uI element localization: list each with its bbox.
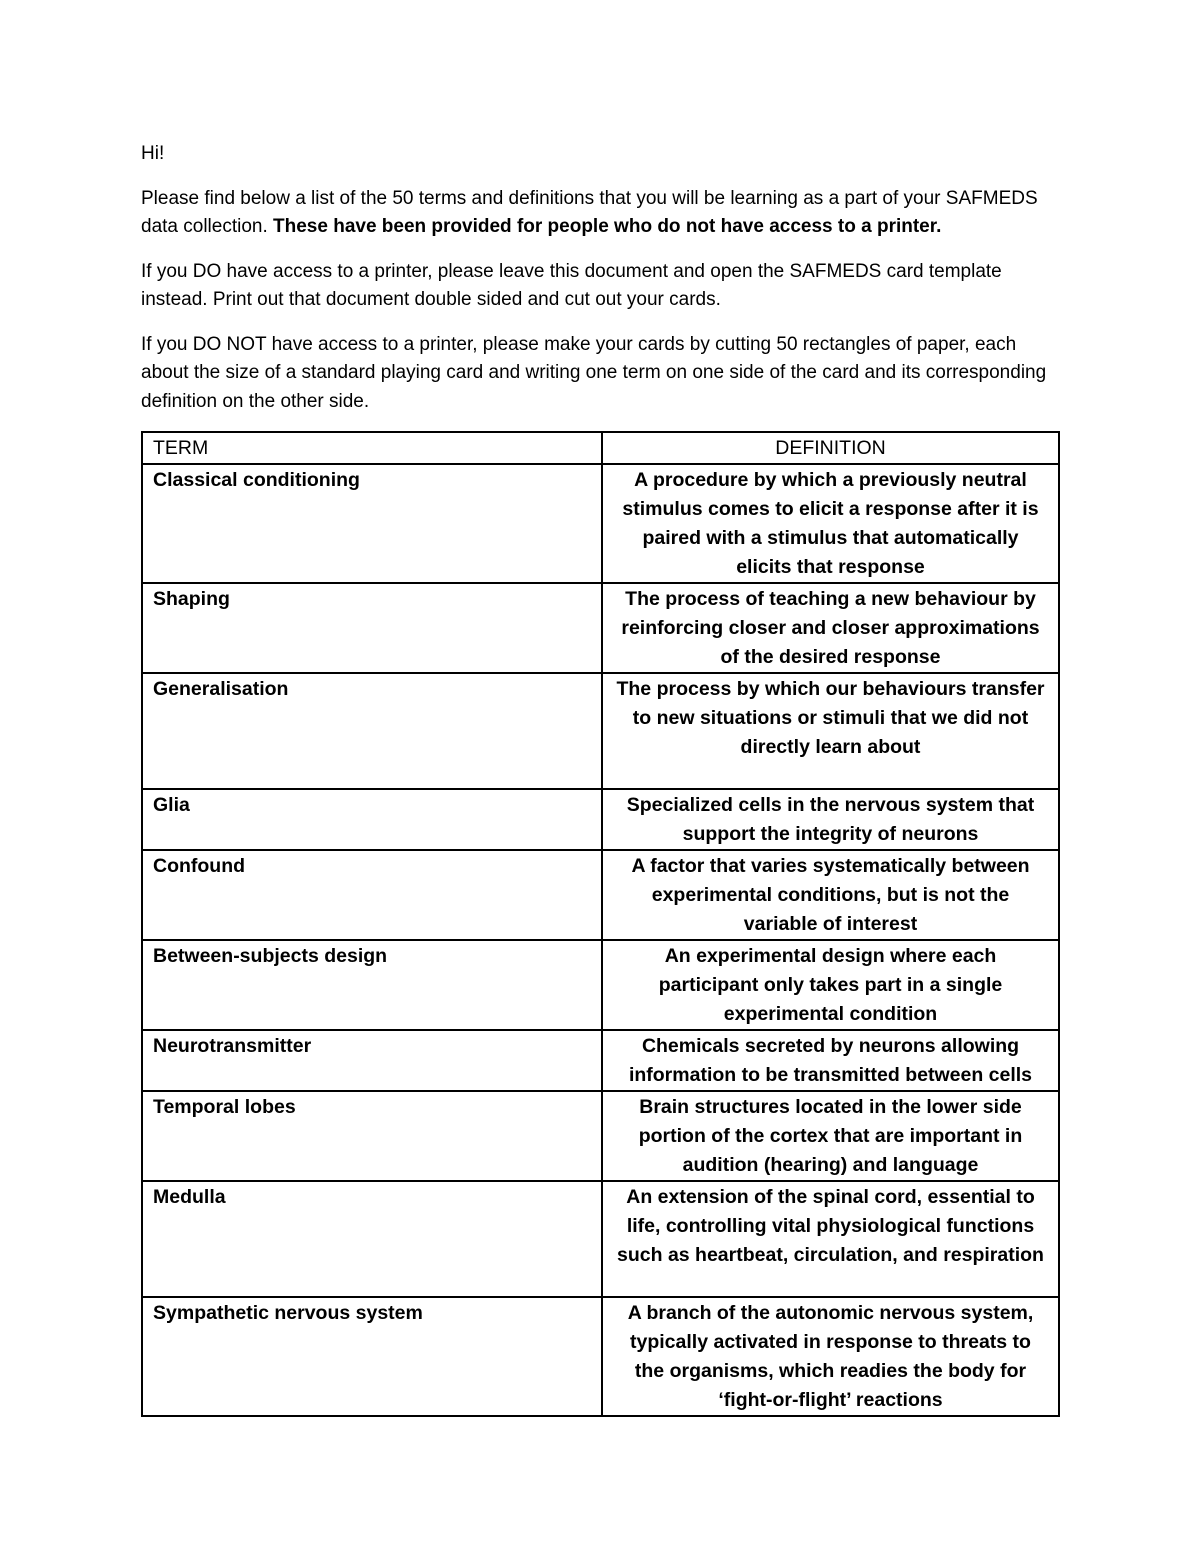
intro-paragraph-3: If you DO NOT have access to a printer, please make your cards by cutting 50 rectangles of paper, each about the size of a standard playing card and writing one term on one side of the card and its corresponding definition on the other side. bbox=[141, 333, 1047, 412]
term-cell: Sympathetic nervous system bbox=[142, 1297, 602, 1416]
term-cell: Medulla bbox=[142, 1181, 602, 1297]
term-cell: Shaping bbox=[142, 583, 602, 673]
term-cell: Temporal lobes bbox=[142, 1091, 602, 1181]
definition-cell: The process of teaching a new behaviour by reinforcing closer and closer approximations of the desired response bbox=[602, 583, 1059, 673]
table-row bbox=[142, 789, 1059, 850]
table-row bbox=[142, 673, 1059, 789]
table-row bbox=[142, 464, 1059, 583]
table-row bbox=[142, 1181, 1059, 1297]
table-row bbox=[142, 583, 1059, 673]
definition-cell: The process by which our behaviours transfer to new situations or stimuli that we did not directly learn about bbox=[602, 673, 1059, 789]
terms-table bbox=[141, 431, 1060, 1417]
definition-cell: Chemicals secreted by neurons allowing information to be transmitted between cells bbox=[602, 1030, 1059, 1091]
intro-section bbox=[141, 140, 1061, 432]
definition-cell: A branch of the autonomic nervous system, typically activated in response to threats to the organisms, which readies the body for ‘fight-or-flight’ reactions bbox=[602, 1297, 1059, 1416]
table-row bbox=[142, 1297, 1059, 1416]
term-cell: Generalisation bbox=[142, 673, 602, 789]
table-row bbox=[142, 1091, 1059, 1181]
table-row bbox=[142, 850, 1059, 940]
definition-cell: Brain structures located in the lower side portion of the cortex that are important in audition (hearing) and language bbox=[602, 1091, 1059, 1181]
table-header-row bbox=[142, 432, 1059, 464]
term-cell: Glia bbox=[142, 789, 602, 850]
definition-cell: An extension of the spinal cord, essential to life, controlling vital physiological functions such as heartbeat, circulation, and respiration bbox=[602, 1181, 1059, 1297]
header-definition: DEFINITION bbox=[602, 432, 1059, 464]
table-row bbox=[142, 940, 1059, 1030]
term-cell: Neurotransmitter bbox=[142, 1030, 602, 1091]
intro-paragraph-2: If you DO have access to a printer, please leave this document and open the SAFMEDS card template instead. Print out that document double sided and cut out your cards. bbox=[141, 260, 1002, 310]
definition-cell: A procedure by which a previously neutral stimulus comes to elicit a response after it is paired with a stimulus that automatically elicits that response bbox=[602, 464, 1059, 583]
intro-paragraph-1-emphasis: These have been provided for people who do not have access to a printer. bbox=[273, 216, 942, 237]
definition-cell: Specialized cells in the nervous system that support the integrity of neurons bbox=[602, 789, 1059, 850]
definition-cell: A factor that varies systematically between experimental conditions, but is not the variable of interest bbox=[602, 850, 1059, 940]
term-cell: Confound bbox=[142, 850, 602, 940]
table-row bbox=[142, 1030, 1059, 1091]
definition-cell: An experimental design where each participant only takes part in a single experimental condition bbox=[602, 940, 1059, 1030]
intro-paragraph-1-text: Please find below a list of the 50 terms and definitions that you will be learning as a part of your SAFMEDS data collection. bbox=[141, 187, 1038, 237]
intro-paragraph-1 bbox=[141, 185, 1061, 242]
header-term: TERM bbox=[142, 432, 602, 464]
term-cell: Between-subjects design bbox=[142, 940, 602, 1030]
greeting: Hi! bbox=[141, 143, 165, 164]
term-cell: Classical conditioning bbox=[142, 464, 602, 583]
